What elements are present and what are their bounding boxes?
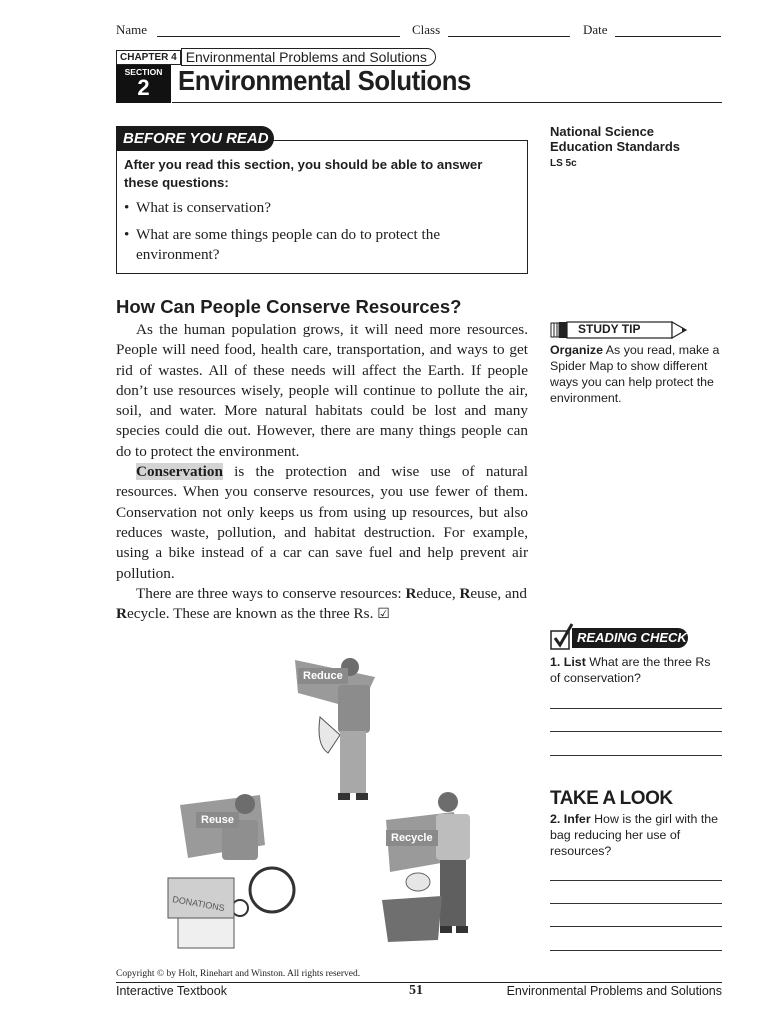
name-label: Name	[116, 22, 148, 37]
section-heading: How Can People Conserve Resources?	[116, 296, 462, 317]
standards-code: LS 5c	[550, 158, 577, 169]
donations-box-text: DONATIONS	[171, 894, 226, 914]
answer-line[interactable]	[550, 926, 722, 927]
answer-line[interactable]	[550, 880, 722, 881]
main-text	[116, 320, 528, 625]
section-label: SECTION	[124, 67, 163, 77]
answer-line[interactable]	[550, 708, 722, 709]
take-a-look-title: TAKE A LOOK	[550, 788, 673, 809]
paragraph-3: There are three ways to conserve resources: Reduce, Reuse, and Recycle. These are known as the three Rs. ☑	[116, 584, 527, 623]
class-label: Class	[412, 22, 441, 37]
date-label: Date	[583, 22, 608, 37]
answer-line[interactable]	[550, 731, 722, 732]
before-you-read-intro: After you read this section, you should be able to answer these questions:	[124, 157, 483, 190]
check-mark-icon: ☑	[377, 607, 390, 623]
standards-title: National Science Education Standards	[550, 124, 681, 154]
footer-right: Environmental Problems and Solutions	[506, 984, 722, 998]
page-number: 51	[409, 983, 423, 998]
answer-line[interactable]	[550, 950, 722, 951]
checkbox-icon	[550, 622, 574, 650]
recycle-boy-figure	[378, 790, 488, 950]
paragraph-2: Conservation is the protection and wise use of natural resources. When you conserve resources, you use fewer of them. Conservation not only keeps us from using up resources, but also reduces waste, pollution, and habitat destruction. For example, using a bike instead of a car can save fuel and help prevent air pollution.	[116, 463, 528, 582]
list-item: • What is conservation?	[124, 199, 271, 216]
before-you-read-list	[124, 198, 514, 265]
name-field-line[interactable]	[157, 36, 400, 37]
take-a-look-question: 2. Infer How is the girl with the bag reducing her use of resources?	[550, 812, 719, 858]
date-field-line[interactable]	[615, 36, 721, 37]
chapter-title: Environmental Problems and Solutions	[181, 48, 436, 66]
class-field-line[interactable]	[448, 36, 570, 37]
reduce-label: Reduce	[298, 668, 348, 684]
answer-line[interactable]	[550, 903, 722, 904]
chapter-banner	[116, 48, 722, 108]
vocab-term-conservation: Conservation	[136, 463, 223, 481]
reading-check-tab: READING CHECK	[572, 628, 688, 648]
reading-check-question: 1. List What are the three Rs of conservation?	[550, 655, 711, 685]
three-rs-illustration	[160, 655, 500, 950]
section-number: 2	[137, 75, 150, 100]
list-item: • What are some things people can do to protect the environment?	[124, 226, 441, 263]
copyright: Copyright © by Holt, Rinehart and Winston. All rights reserved.	[116, 969, 361, 979]
answer-line[interactable]	[550, 755, 722, 756]
title-rule	[172, 102, 722, 103]
study-tip-banner	[550, 320, 690, 340]
paragraph-1: As the human population grows, it will need more resources. People will need food, health care, transportation, and ways to get rid of wastes. All of these needs will affect the Earth. If people don’t use resources wisely, people will continue to pollute the air, soil, and water. More natural habitats could be lost and many species could die out. However, there are many things people can do to protect the environment.	[116, 321, 528, 460]
before-you-read-tab: BEFORE YOU READ	[116, 126, 274, 151]
reuse-label: Reuse	[196, 812, 239, 828]
study-tip-tab: STUDY TIP	[578, 322, 641, 336]
recycle-label: Recycle	[386, 830, 438, 846]
chapter-label: CHAPTER 4	[116, 50, 181, 65]
study-tip-text: Organize As you read, make a Spider Map to show different ways you can help protect the environment.	[550, 343, 720, 405]
footer-left: Interactive Textbook	[116, 984, 227, 998]
page-title: Environmental Solutions	[178, 65, 471, 96]
section-badge	[116, 65, 171, 103]
